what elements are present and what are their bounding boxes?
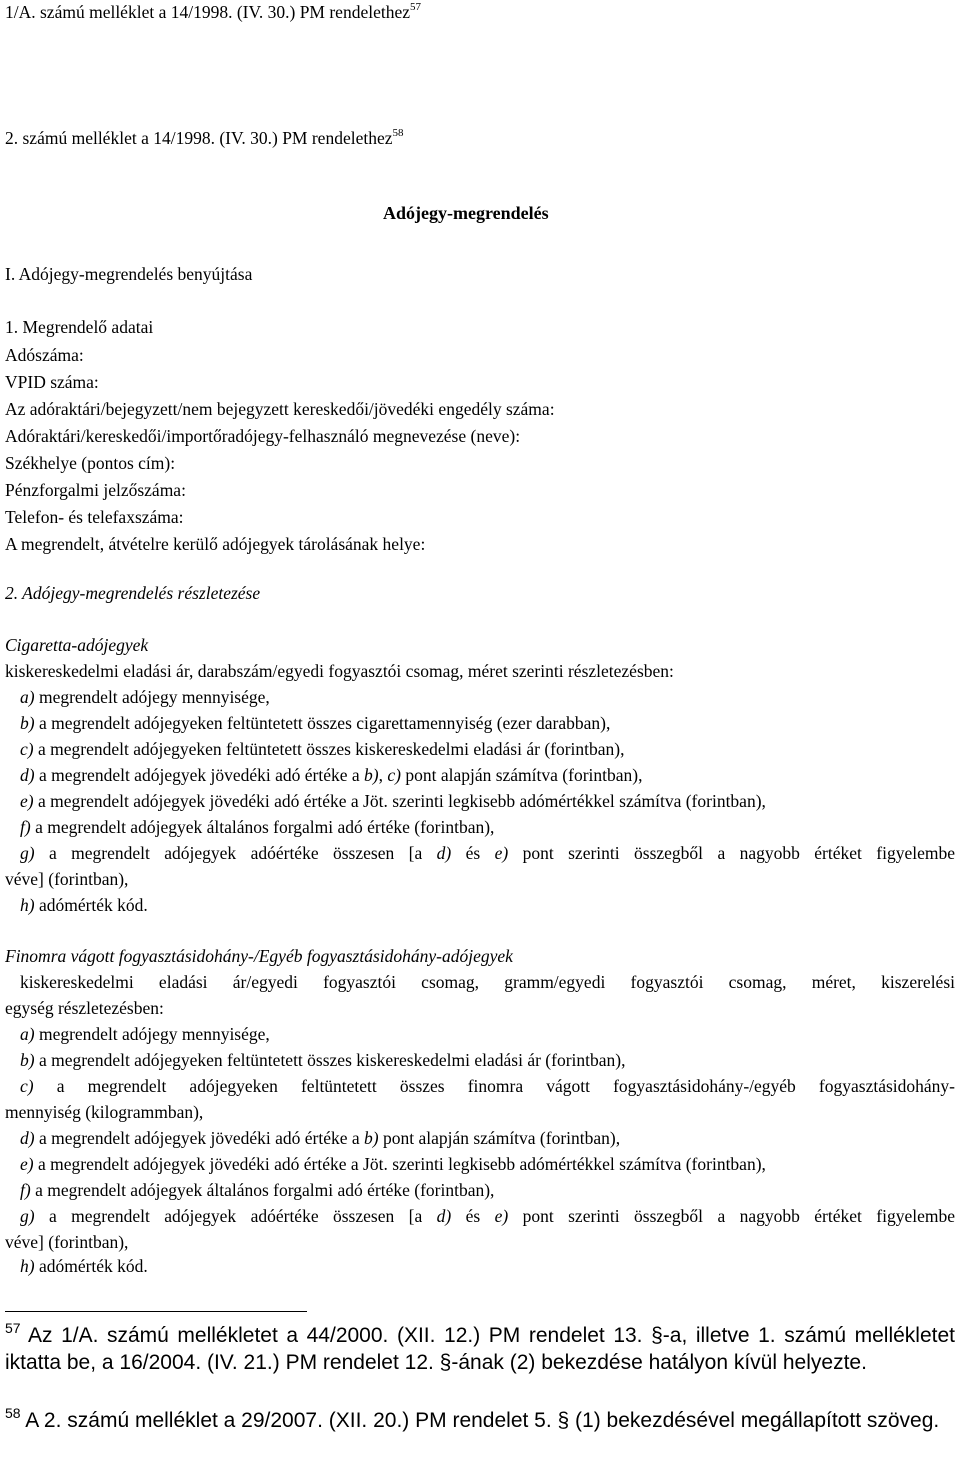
cigarette-title: Cigaretta-adójegyek xyxy=(5,635,149,655)
cigarette-item-g: g) a megrendelt adójegyek adóértéke összesen [a d) és e) pont szerinti összegből a nagyobb értéket figyelembe xyxy=(20,843,956,863)
section-2-heading: 2. Adójegy-megrendelés részletezése xyxy=(5,583,261,603)
section-1-heading: I. Adójegy-megrendelés benyújtása xyxy=(5,264,253,284)
cigarette-item-h: h) adómérték kód. xyxy=(20,895,148,915)
cigarette-item-g-cont: véve] (forintban), xyxy=(5,869,129,889)
footnote-ref-58: 58 xyxy=(392,127,404,139)
field-bank-account: Pénzforgalmi jelzőszáma: xyxy=(5,480,186,500)
section-1-subheading: 1. Megrendelő adatai xyxy=(5,317,154,337)
footnote-number: 58 xyxy=(5,1405,21,1421)
tobacco-item-c-cont: mennyiség (kilogrammban), xyxy=(5,1102,204,1122)
tobacco-item-c: c) a megrendelt adójegyeken feltüntetett összes finomra vágott fogyasztásidohány-/egyéb fogyasztásidohány- xyxy=(20,1076,955,1096)
cigarette-intro: kiskereskedelmi eladási ár, darabszám/egyedi fogyasztói csomag, méret szerinti részletezésben: xyxy=(5,661,674,681)
tobacco-item-b: b) a megrendelt adójegyeken feltüntetett összes kiskereskedelmi eladási ár (forintban), xyxy=(20,1050,626,1070)
cigarette-item-a: a) megrendelt adójegy mennyisége, xyxy=(20,687,270,707)
cigarette-item-e: e) a megrendelt adójegyek jövedéki adó értéke a Jöt. szerinti legkisebb adómértékkel számítva (forintban), xyxy=(20,791,766,811)
field-vpid-number: VPID száma: xyxy=(5,372,99,392)
field-storage-location: A megrendelt, átvételre kerülő adójegyek tárolásának helye: xyxy=(5,534,426,554)
cigarette-item-f: f) a megrendelt adójegyek általános forgalmi adó értéke (forintban), xyxy=(20,817,495,837)
field-tax-number: Adószáma: xyxy=(5,345,84,365)
footnote-58: $^{58}$ A 2. számú melléklet a 29/2007. (XII. 20.) PM rendelet 5. § (1) bekezdésével megállapított szöveg. xyxy=(5,1405,940,1432)
tobacco-intro: kiskereskedelmi eladási ár/egyedi fogyasztói csomag, gramm/egyedi fogyasztói csomag, méret, kiszerelési xyxy=(20,972,955,992)
annex-2-heading: 2. számú melléklet a 14/1998. (IV. 30.) PM rendelethez$^{58}$ xyxy=(5,127,404,148)
cigarette-item-c: c) a megrendelt adójegyeken feltüntetett összes kiskereskedelmi eladási ár (forintban), xyxy=(20,739,625,759)
tobacco-title: Finomra vágott fogyasztásidohány-/Egyéb fogyasztásidohány-adójegyek xyxy=(5,946,513,966)
field-address: Székhelye (pontos cím): xyxy=(5,453,176,473)
field-user-name: Adóraktári/kereskedői/importőradójegy-felhasználó megnevezése (neve): xyxy=(5,426,521,446)
tobacco-item-g-cont: véve] (forintban), xyxy=(5,1232,129,1252)
footnote-number: 57 xyxy=(5,1320,21,1336)
page-title: Adójegy-megrendelés xyxy=(383,203,549,223)
field-license-number: Az adóraktári/bejegyzett/nem bejegyzett kereskedői/jövedéki engedély száma: xyxy=(5,399,555,419)
tobacco-item-g: g) a megrendelt adójegyek adóértéke összesen [a d) és e) pont szerinti összegből a nagyobb értéket figyelembe xyxy=(20,1206,956,1226)
footnote-ref-57: 57 xyxy=(410,1,421,13)
tobacco-item-a: a) megrendelt adójegy mennyisége, xyxy=(20,1024,270,1044)
tobacco-item-d: d) a megrendelt adójegyek jövedéki adó értéke a b) pont alapján számítva (forintban), xyxy=(20,1128,621,1148)
footnote-57: $^{57}$ Az 1/A. számú mellékletet a 44/2000. (XII. 12.) PM rendelet 13. §-a, illetve 1. számú mellékletet iktatta be, a 16/2004. (IV. 21.) PM rendelet 12. §-ának (2) bekezdése hatályon kívül helyezte. xyxy=(5,1320,955,1374)
cigarette-item-b: b) a megrendelt adójegyeken feltüntetett összes cigarettamennyiség (ezer darabban), xyxy=(20,713,611,733)
tobacco-item-h: h) adómérték kód. xyxy=(20,1256,148,1276)
tobacco-intro-cont: egység részletezésben: xyxy=(5,998,164,1018)
cigarette-item-d: d) a megrendelt adójegyek jövedéki adó értéke a b), c) pont alapján számítva (forintban), xyxy=(20,765,643,785)
field-phone-fax: Telefon- és telefaxszáma: xyxy=(5,507,184,527)
footnote-divider xyxy=(5,1311,307,1312)
tobacco-item-e: e) a megrendelt adójegyek jövedéki adó értéke a Jöt. szerinti legkisebb adómértékkel számítva (forintban), xyxy=(20,1154,766,1174)
annex-1a-heading: 1/A. számú melléklet a 14/1998. (IV. 30.) PM rendelethez$^{57}$ xyxy=(5,1,421,22)
tobacco-item-f: f) a megrendelt adójegyek általános forgalmi adó értéke (forintban), xyxy=(20,1180,495,1200)
